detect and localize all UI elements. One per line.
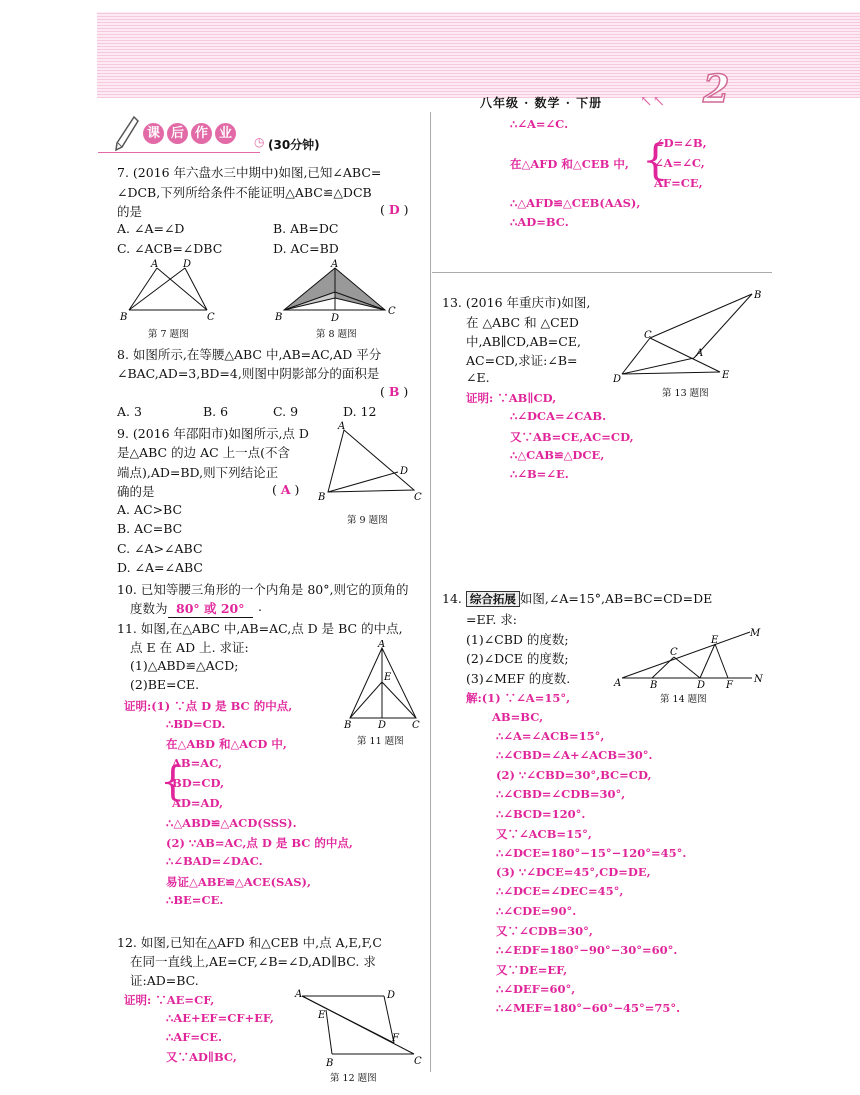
q7-option-b: B. AB=DC	[273, 221, 339, 236]
q9-line4: 确的是	[117, 484, 155, 499]
label-B: B	[326, 1058, 334, 1068]
q13-line4: AC=CD,求证:∠B=	[466, 353, 578, 368]
q11-proof-2: ∴BD=CD.	[166, 717, 226, 731]
q14-proof-13: 又∵∠CDB=30°,	[496, 924, 593, 938]
book-header: 八年级 · 数学 · 下册	[480, 96, 603, 110]
q14-proof-4: ∴∠CBD=∠A+∠ACB=30°.	[496, 748, 653, 762]
q14-proof-8: 又∵∠ACB=15°,	[496, 827, 592, 841]
section-time: (30分钟)	[268, 138, 320, 152]
label-D: D	[387, 990, 396, 1001]
q8-figure	[270, 258, 400, 326]
q14-proof-11: ∴∠DCE=∠DEC=45°,	[496, 884, 624, 898]
q12-proof-11: ∴AD=BC.	[510, 215, 569, 229]
q7-answer-bracket: ( D )	[380, 202, 409, 217]
q8-option-d: D. 12	[343, 404, 377, 419]
label-E: E	[318, 1010, 326, 1021]
q12-proof-7: ∠D=∠B,	[654, 136, 707, 150]
q13-line2: 在 △ABC 和 △CED	[466, 315, 579, 330]
q9-caption: 第 9 题图	[347, 515, 388, 526]
q12-proof-8: ∠A=∠C,	[654, 156, 705, 170]
q14-tag: 综合拓展	[466, 591, 520, 607]
label-A: A	[295, 989, 303, 1000]
q13-line1: 13. (2016 年重庆市)如图,	[442, 295, 591, 310]
q12-proof-6: 在△AFD 和△CEB 中,	[510, 157, 629, 171]
q7-answer: D	[388, 202, 400, 217]
label-B: B	[650, 680, 658, 691]
section-underline	[98, 152, 260, 153]
label-E: E	[711, 635, 719, 646]
header-banner	[97, 12, 860, 98]
q11-proof-1: 证明:(1) ∵点 D 是 BC 的中点,	[124, 699, 293, 713]
label-D: D	[400, 466, 409, 477]
q13-line5: ∠E.	[466, 370, 490, 385]
label-E: E	[384, 672, 392, 683]
label-C: C	[644, 330, 652, 341]
label-D: D	[331, 313, 340, 324]
q11-proof-9: ∴∠BAD=∠DAC.	[166, 854, 263, 868]
page-number: 2	[703, 66, 730, 111]
q9-answer: A	[280, 482, 291, 497]
q9-figure	[318, 420, 428, 505]
q11-proof-6: AD=AD,	[172, 796, 224, 810]
q14-proof-12: ∴∠CDE=90°.	[496, 904, 577, 918]
q13-proof-5: ∴∠B=∠E.	[510, 467, 569, 481]
q10-answer: 80° 或 20°	[168, 599, 253, 618]
q11-proof-10: 易证△ABE≌△ACE(SAS),	[166, 875, 311, 889]
label-B: B	[344, 720, 352, 730]
q11-proof-11: ∴BE=CE.	[166, 893, 224, 907]
label-D: D	[613, 374, 622, 385]
q11-proof-4: AB=AC,	[172, 756, 223, 770]
label-D: D	[183, 259, 192, 270]
q11-caption: 第 11 题图	[357, 736, 404, 747]
q9-answer-bracket: ( A )	[272, 482, 300, 497]
q9-option-a: A. AC>BC	[117, 502, 183, 517]
q7-caption: 第 7 题图	[148, 329, 189, 340]
section-char: 业	[215, 123, 236, 144]
q11-line2: 点 E 在 AD 上. 求证:	[130, 640, 249, 655]
label-F: F	[392, 1033, 399, 1044]
q11-proof-3: 在△ABD 和△ACD 中,	[166, 737, 287, 751]
q14-proof-7: ∴∠BCD=120°.	[496, 807, 586, 821]
q12-proof-10: ∴△AFD≌△CEB(AAS),	[510, 196, 641, 210]
q11-proof-8: (2) ∵AB=AC,点 D 是 BC 的中点,	[166, 836, 353, 850]
q11-figure	[340, 640, 425, 730]
q14-line4: (2)∠DCE 的度数;	[466, 651, 569, 666]
label-A: A	[338, 421, 346, 432]
q14-proof-3: ∴∠A=∠ACB=15°,	[496, 729, 605, 743]
q12-proof-2: ∴AE+EF=CF+EF,	[166, 1011, 274, 1025]
q9-option-b: B. AC=BC	[117, 521, 183, 536]
q7-option-c: C. ∠ACB=∠DBC	[117, 241, 223, 256]
q13-line3: 中,AB∥CD,AB=CE,	[466, 334, 581, 349]
q7-option-a: A. ∠A=∠D	[117, 221, 185, 236]
q11-proof-5: BD=CD,	[172, 776, 225, 790]
q12-line2: 在同一直线上,AE=CF,∠B=∠D,AD∥BC. 求	[130, 954, 376, 969]
pencil-icon	[112, 115, 140, 156]
q8-answer-bracket: ( B )	[380, 384, 409, 399]
q13-proof-1: 证明: ∵AB∥CD,	[466, 391, 557, 405]
q11-line3: (1)△ABD≌△ACD;	[130, 658, 239, 673]
label-C: C	[414, 492, 422, 503]
q9-line1: 9. (2016 年邵阳市)如图所示,点 D	[117, 426, 309, 441]
q13-proof-4: ∴△CAB≌△DCE,	[510, 448, 605, 462]
q11-line1: 11. 如图,在△ABC 中,AB=AC,点 D 是 BC 的中点,	[117, 621, 403, 636]
label-A: A	[696, 348, 704, 359]
divider	[432, 272, 772, 273]
column-divider	[430, 112, 431, 1072]
q14-line1	[442, 589, 712, 607]
q14-line5: (3)∠MEF 的度数.	[466, 671, 571, 686]
q12-proof-4: 又∵AD∥BC,	[166, 1050, 237, 1064]
q8-caption: 第 8 题图	[316, 329, 357, 340]
q14-proof-10: (3) ∵∠DCE=45°,CD=DE,	[496, 865, 651, 879]
q14-proof-2: AB=BC,	[492, 710, 544, 724]
q13-figure	[610, 286, 770, 386]
q10-line2: 度数为	[130, 601, 168, 616]
label-A: A	[151, 259, 159, 270]
q12-proof-9: AF=CE,	[654, 176, 703, 190]
q14-caption: 第 14 题图	[660, 694, 707, 705]
label-B: B	[120, 312, 128, 323]
label-C: C	[388, 306, 396, 317]
q8-option-b: B. 6	[203, 404, 229, 419]
arrow-icon: ↖↖	[640, 92, 666, 110]
q11-brace: {	[160, 759, 186, 805]
q14-line2: =EF. 求:	[466, 612, 517, 627]
q14-number: 14.	[442, 591, 462, 606]
q14-line3: (1)∠CBD 的度数;	[466, 632, 569, 647]
q14-proof-9: ∴∠DCE=180°−15°−120°=45°.	[496, 846, 687, 860]
q8-line1: 8. 如图所示,在等腰△ABC 中,AB=AC,AD 平分	[117, 347, 382, 362]
q9-line2: 是△ABC 的边 AC 上一点(不含	[117, 445, 291, 460]
q9-option-d: D. ∠A=∠ABC	[117, 560, 203, 575]
q12-line1: 12. 如图,已知在△AFD 和△CEB 中,点 A,E,F,C	[117, 935, 382, 950]
q14-proof-1: 解:(1) ∵∠A=15°,	[466, 691, 571, 705]
clock-icon: ◷	[254, 135, 265, 149]
label-F: F	[726, 680, 733, 691]
section-title	[143, 123, 239, 144]
q8-option-a: A. 3	[117, 404, 142, 419]
q14-proof-6: ∴∠CBD=∠CDB=30°,	[496, 787, 626, 801]
q13-caption: 第 13 题图	[662, 388, 709, 399]
q12-proof-1: 证明: ∵AE=CF,	[124, 993, 215, 1007]
label-M: M	[750, 628, 761, 639]
label-B: B	[275, 312, 283, 323]
q14-proof-16: ∴∠DEF=60°,	[496, 982, 576, 996]
q13-proof-2: ∴∠DCA=∠CAB.	[510, 409, 607, 423]
label-A: A	[331, 259, 339, 270]
q12-brace: {	[642, 135, 669, 184]
q9-line3: 端点),AD=BD,则下列结论正	[117, 465, 279, 480]
q13-proof-3: 又∵AB=CE,AC=CD,	[510, 430, 634, 444]
q14-proof-17: ∴∠MEF=180°−60°−45°=75°.	[496, 1001, 681, 1015]
section-char: 课	[143, 123, 164, 144]
label-C: C	[670, 647, 678, 658]
q7-line2: ∠DCB,下列所给条件不能证明△ABC≌△DCB	[117, 185, 372, 200]
label-D: D	[378, 720, 387, 730]
q14-proof-14: ∴∠EDF=180°−90°−30°=60°.	[496, 943, 678, 957]
label-B: B	[754, 290, 762, 301]
q14-figure	[612, 624, 768, 692]
q12-figure	[290, 986, 430, 1068]
q9-option-c: C. ∠A>∠ABC	[117, 541, 203, 556]
section-char: 作	[191, 123, 212, 144]
q10-period: .	[258, 599, 262, 614]
q12-proof-5: ∴∠A=∠C.	[510, 117, 569, 131]
q7-line3: 的是	[117, 204, 143, 219]
q7-figure	[115, 258, 220, 326]
q7-line1: 7. (2016 年六盘水三中期中)如图,已知∠ABC=	[117, 165, 382, 180]
q8-option-c: C. 9	[273, 404, 299, 419]
label-C: C	[412, 720, 420, 730]
label-N: N	[754, 674, 763, 685]
label-A: A	[614, 678, 622, 689]
label-C: C	[414, 1056, 422, 1067]
label-C: C	[207, 312, 215, 323]
q11-proof-7: ∴△ABD≌△ACD(SSS).	[166, 816, 297, 830]
q14-text: 如图,∠A=15°,AB=BC=CD=DE	[519, 591, 713, 606]
q14-proof-15: 又∵DE=EF,	[496, 963, 568, 977]
q12-caption: 第 12 题图	[330, 1073, 377, 1084]
label-E: E	[722, 370, 730, 381]
section-char: 后	[167, 123, 188, 144]
q8-line2: ∠BAC,AD=3,BD=4,则图中阴影部分的面积是	[117, 366, 380, 381]
q14-proof-5: (2) ∵∠CBD=30°,BC=CD,	[496, 768, 652, 782]
label-D: D	[697, 680, 706, 691]
q10-line1: 10. 已知等腰三角形的一个内角是 80°,则它的顶角的	[117, 582, 409, 597]
q12-proof-3: ∴AF=CE.	[166, 1030, 222, 1044]
q12-line3: 证:AD=BC.	[130, 973, 199, 988]
q7-option-d: D. AC=BD	[273, 241, 339, 256]
label-A: A	[378, 640, 386, 650]
q8-answer: B	[388, 384, 400, 399]
label-B: B	[318, 492, 326, 503]
q11-line4: (2)BE=CE.	[130, 677, 200, 692]
